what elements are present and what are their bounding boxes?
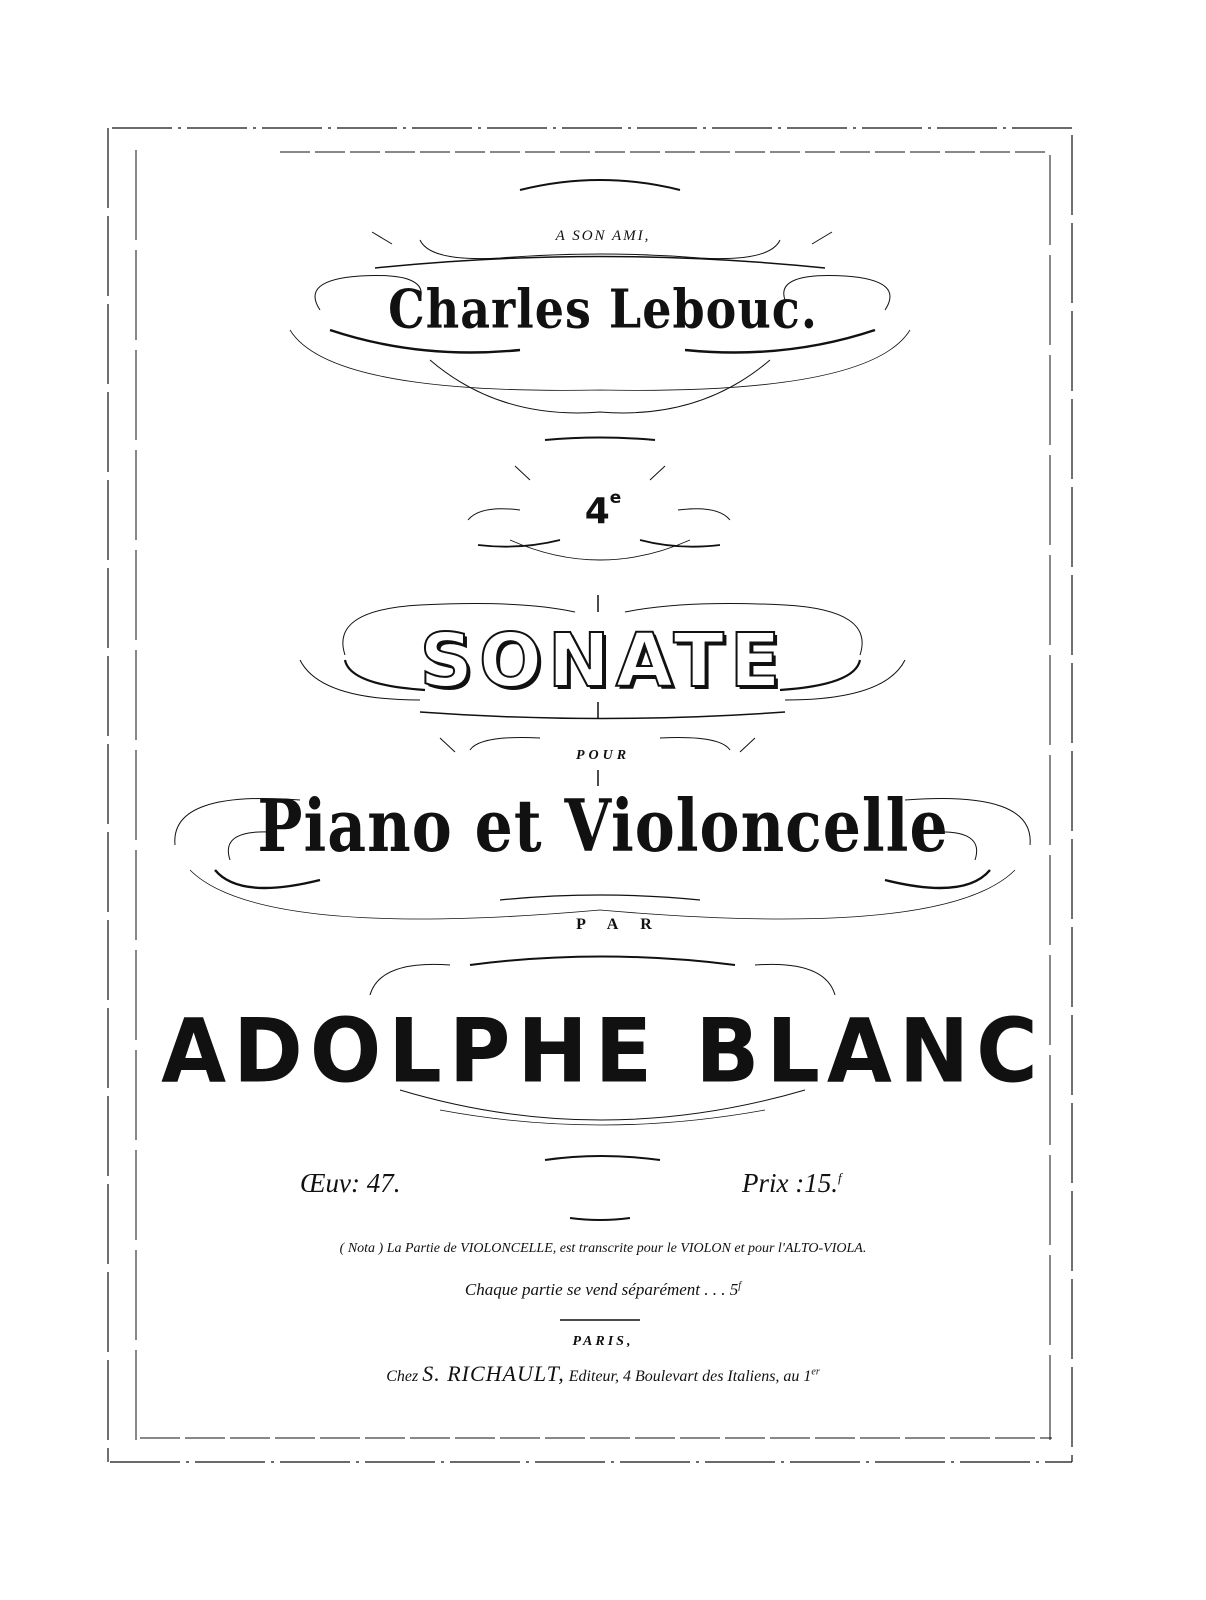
sonata-number-suffix: e: [609, 488, 622, 508]
transcription-note: ( Nota ) La Partie de VIOLONCELLE, est transcrite pour le VIOLON et pour l'ALTO-VIOLA.: [339, 1241, 867, 1256]
price-value: Prix :15.: [742, 1168, 838, 1198]
sonata-number: [0, 488, 1206, 532]
par-label: PAR: [576, 916, 674, 933]
price: [742, 1168, 842, 1199]
composer-name: ADOLPHE BLANC: [161, 999, 1045, 1103]
publisher-address: [0, 1361, 1206, 1387]
opus-number: Œuv: 47.: [300, 1168, 401, 1198]
publisher-street: Editeur, 4 Boulevart des Italiens, au 1: [568, 1368, 812, 1385]
publisher-name: S. RICHAULT,: [422, 1361, 565, 1386]
work-title: SONATE: [419, 618, 787, 704]
price-unit: f: [837, 1170, 842, 1185]
publisher-prefix: Chez: [386, 1368, 419, 1385]
dedication-line: A SON AMI,: [555, 228, 651, 244]
dedicatee-name: Charles Lebouc.: [388, 277, 818, 341]
parts-price-unit: f: [738, 1280, 742, 1292]
sonata-number-value: 4: [584, 491, 610, 532]
instrumentation: Piano et Violoncelle: [257, 785, 949, 869]
pour-label: POUR: [575, 748, 631, 763]
publisher-city: PARIS,: [572, 1334, 634, 1349]
parts-sold-separately: [0, 1280, 1206, 1300]
parts-sold-text: Chaque partie se vend séparément . . . 5: [464, 1280, 739, 1299]
publisher-floor-suffix: er: [811, 1366, 820, 1378]
